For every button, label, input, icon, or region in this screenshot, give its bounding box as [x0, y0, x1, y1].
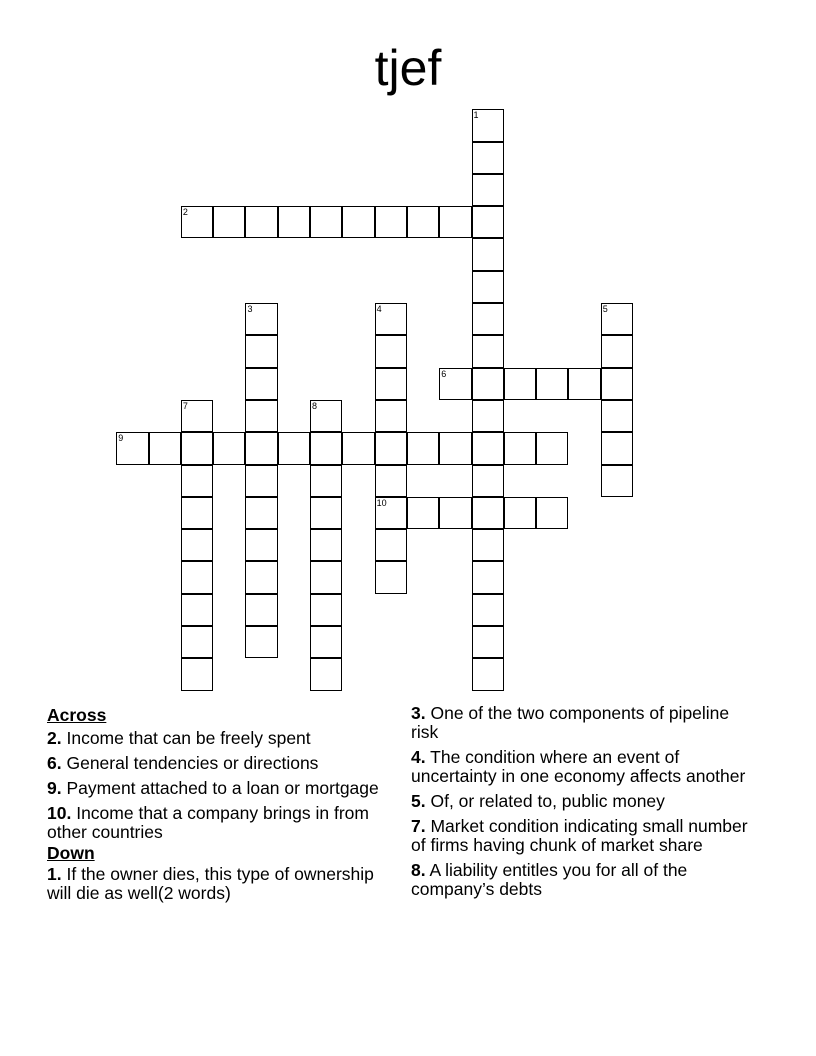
grid-cell[interactable] [310, 658, 342, 690]
clue-number: 2. [47, 728, 62, 748]
grid-cell[interactable] [439, 432, 471, 464]
cell-number: 5 [602, 304, 608, 315]
grid-cell[interactable] [245, 497, 277, 529]
grid-cell[interactable] [439, 368, 471, 400]
grid-cell[interactable] [245, 465, 277, 497]
grid-cell[interactable] [375, 432, 407, 464]
grid-cell[interactable] [181, 400, 213, 432]
grid-cell[interactable] [245, 368, 277, 400]
cell-number: 8 [312, 400, 318, 411]
clue-number: 10. [47, 803, 72, 823]
clue-down-7 [411, 817, 761, 855]
clue-across-10 [47, 804, 397, 842]
clue-text: One of the two components of pipeline risk [411, 703, 730, 742]
grid-cell[interactable] [310, 626, 342, 658]
grid-cell[interactable] [181, 432, 213, 464]
grid-cell[interactable] [536, 368, 568, 400]
grid-cell[interactable] [245, 303, 277, 335]
grid-cell[interactable] [472, 658, 504, 690]
grid-cell[interactable] [472, 594, 504, 626]
clue-number: 8. [411, 860, 426, 880]
clue-number: 1. [47, 864, 62, 884]
grid-cell[interactable] [472, 206, 504, 238]
grid-cell[interactable] [472, 432, 504, 464]
grid-cell[interactable] [181, 626, 213, 658]
grid-cell[interactable] [472, 142, 504, 174]
grid-cell[interactable] [375, 561, 407, 593]
cell-number: 2 [182, 207, 188, 218]
clue-number: 6. [47, 753, 62, 773]
grid-cell[interactable] [278, 432, 310, 464]
grid-cell[interactable] [407, 432, 439, 464]
grid-cell[interactable] [375, 400, 407, 432]
grid-cell[interactable] [375, 529, 407, 561]
grid-cell[interactable] [472, 626, 504, 658]
grid-cell[interactable] [245, 529, 277, 561]
grid-cell[interactable] [116, 432, 148, 464]
grid-cell[interactable] [375, 303, 407, 335]
clue-number: 4. [411, 747, 426, 767]
grid-cell[interactable] [601, 400, 633, 432]
grid-cell[interactable] [472, 271, 504, 303]
across-heading: Across [47, 705, 107, 725]
grid-cell[interactable] [245, 626, 277, 658]
grid-cell[interactable] [472, 497, 504, 529]
grid-cell[interactable] [278, 206, 310, 238]
grid-cell[interactable] [310, 561, 342, 593]
grid-cell[interactable] [472, 303, 504, 335]
grid-cell[interactable] [375, 206, 407, 238]
clue-text: A liability entitles you for all of the company’s debts [411, 860, 688, 899]
cell-number: 4 [376, 304, 382, 315]
grid-cell[interactable] [472, 238, 504, 270]
grid-cell[interactable] [310, 497, 342, 529]
grid-cell[interactable] [375, 497, 407, 529]
grid-cell[interactable] [245, 561, 277, 593]
grid-cell[interactable] [310, 400, 342, 432]
grid-cell[interactable] [181, 529, 213, 561]
grid-cell[interactable] [472, 561, 504, 593]
grid-cell[interactable] [472, 368, 504, 400]
grid-cell[interactable] [472, 529, 504, 561]
grid-cell[interactable] [375, 465, 407, 497]
clue-text: Market condition indicating small number of firms having chunk of market share [411, 816, 748, 855]
grid-cell[interactable] [181, 594, 213, 626]
grid-cell[interactable] [504, 432, 536, 464]
grid-cell[interactable] [472, 335, 504, 367]
grid-cell[interactable] [439, 497, 471, 529]
cell-number: 9 [118, 433, 124, 444]
clue-number: 9. [47, 778, 62, 798]
grid-cell[interactable] [439, 206, 471, 238]
clue-text: Of, or related to, public money [430, 791, 665, 811]
clue-down-3 [411, 704, 761, 742]
grid-cell[interactable] [310, 465, 342, 497]
grid-cell[interactable] [601, 335, 633, 367]
clue-text: Income that a company brings in from other countries [47, 803, 369, 842]
clues-left-column [47, 704, 397, 909]
grid-cell[interactable] [245, 400, 277, 432]
grid-cell[interactable] [181, 206, 213, 238]
puzzle-title: tjef [374, 40, 442, 96]
cell-number: 1 [473, 110, 479, 121]
grid-cell[interactable] [181, 561, 213, 593]
grid-cell[interactable] [504, 497, 536, 529]
clue-text: Payment attached to a loan or mortgage [66, 778, 379, 798]
grid-cell[interactable] [213, 206, 245, 238]
grid-cell[interactable] [601, 432, 633, 464]
cell-number: 10 [376, 497, 387, 508]
clue-text: If the owner dies, this type of ownership will die as well(2 words) [47, 864, 374, 903]
grid-cell[interactable] [536, 432, 568, 464]
clue-down-5 [411, 792, 761, 811]
grid-cell[interactable] [568, 368, 600, 400]
cell-number: 6 [441, 368, 447, 379]
grid-cell[interactable] [181, 497, 213, 529]
clue-number: 7. [411, 816, 426, 836]
grid-cell[interactable] [601, 303, 633, 335]
clue-across-2 [47, 729, 397, 748]
grid-cell[interactable] [375, 335, 407, 367]
cell-number: 3 [247, 304, 253, 315]
grid-cell[interactable] [245, 335, 277, 367]
clue-text: Income that can be freely spent [66, 728, 311, 748]
grid-cell[interactable] [245, 432, 277, 464]
grid-cell[interactable] [310, 594, 342, 626]
cell-number: 7 [182, 400, 188, 411]
grid-cell[interactable] [407, 497, 439, 529]
down-heading: Down [47, 843, 95, 863]
grid-cell[interactable] [407, 206, 439, 238]
grid-cell[interactable] [472, 400, 504, 432]
grid-cell[interactable] [601, 465, 633, 497]
grid-cell[interactable] [375, 368, 407, 400]
clue-text: General tendencies or directions [66, 753, 319, 773]
clues-right-column [411, 704, 761, 905]
clue-text: The condition where an event of uncertainty in one economy affects another [411, 747, 746, 786]
grid-cell[interactable] [342, 432, 374, 464]
grid-cell[interactable] [310, 432, 342, 464]
clue-down-1 [47, 865, 397, 903]
grid-cell[interactable] [601, 368, 633, 400]
clue-across-9 [47, 779, 397, 798]
grid-cell[interactable] [310, 206, 342, 238]
grid-cell[interactable] [472, 174, 504, 206]
clue-across-6 [47, 754, 397, 773]
grid-cell[interactable] [342, 206, 374, 238]
grid-cell[interactable] [536, 497, 568, 529]
grid-cell[interactable] [245, 206, 277, 238]
grid-cell[interactable] [310, 529, 342, 561]
clue-number: 5. [411, 791, 426, 811]
clue-down-8 [411, 861, 761, 899]
clue-down-4 [411, 748, 761, 786]
grid-cell[interactable] [245, 594, 277, 626]
grid-cell[interactable] [181, 465, 213, 497]
grid-cell[interactable] [472, 465, 504, 497]
clue-number: 3. [411, 703, 426, 723]
grid-cell[interactable] [472, 109, 504, 141]
grid-cell[interactable] [504, 368, 536, 400]
grid-cell[interactable] [149, 432, 181, 464]
grid-cell[interactable] [213, 432, 245, 464]
grid-cell[interactable] [181, 658, 213, 690]
